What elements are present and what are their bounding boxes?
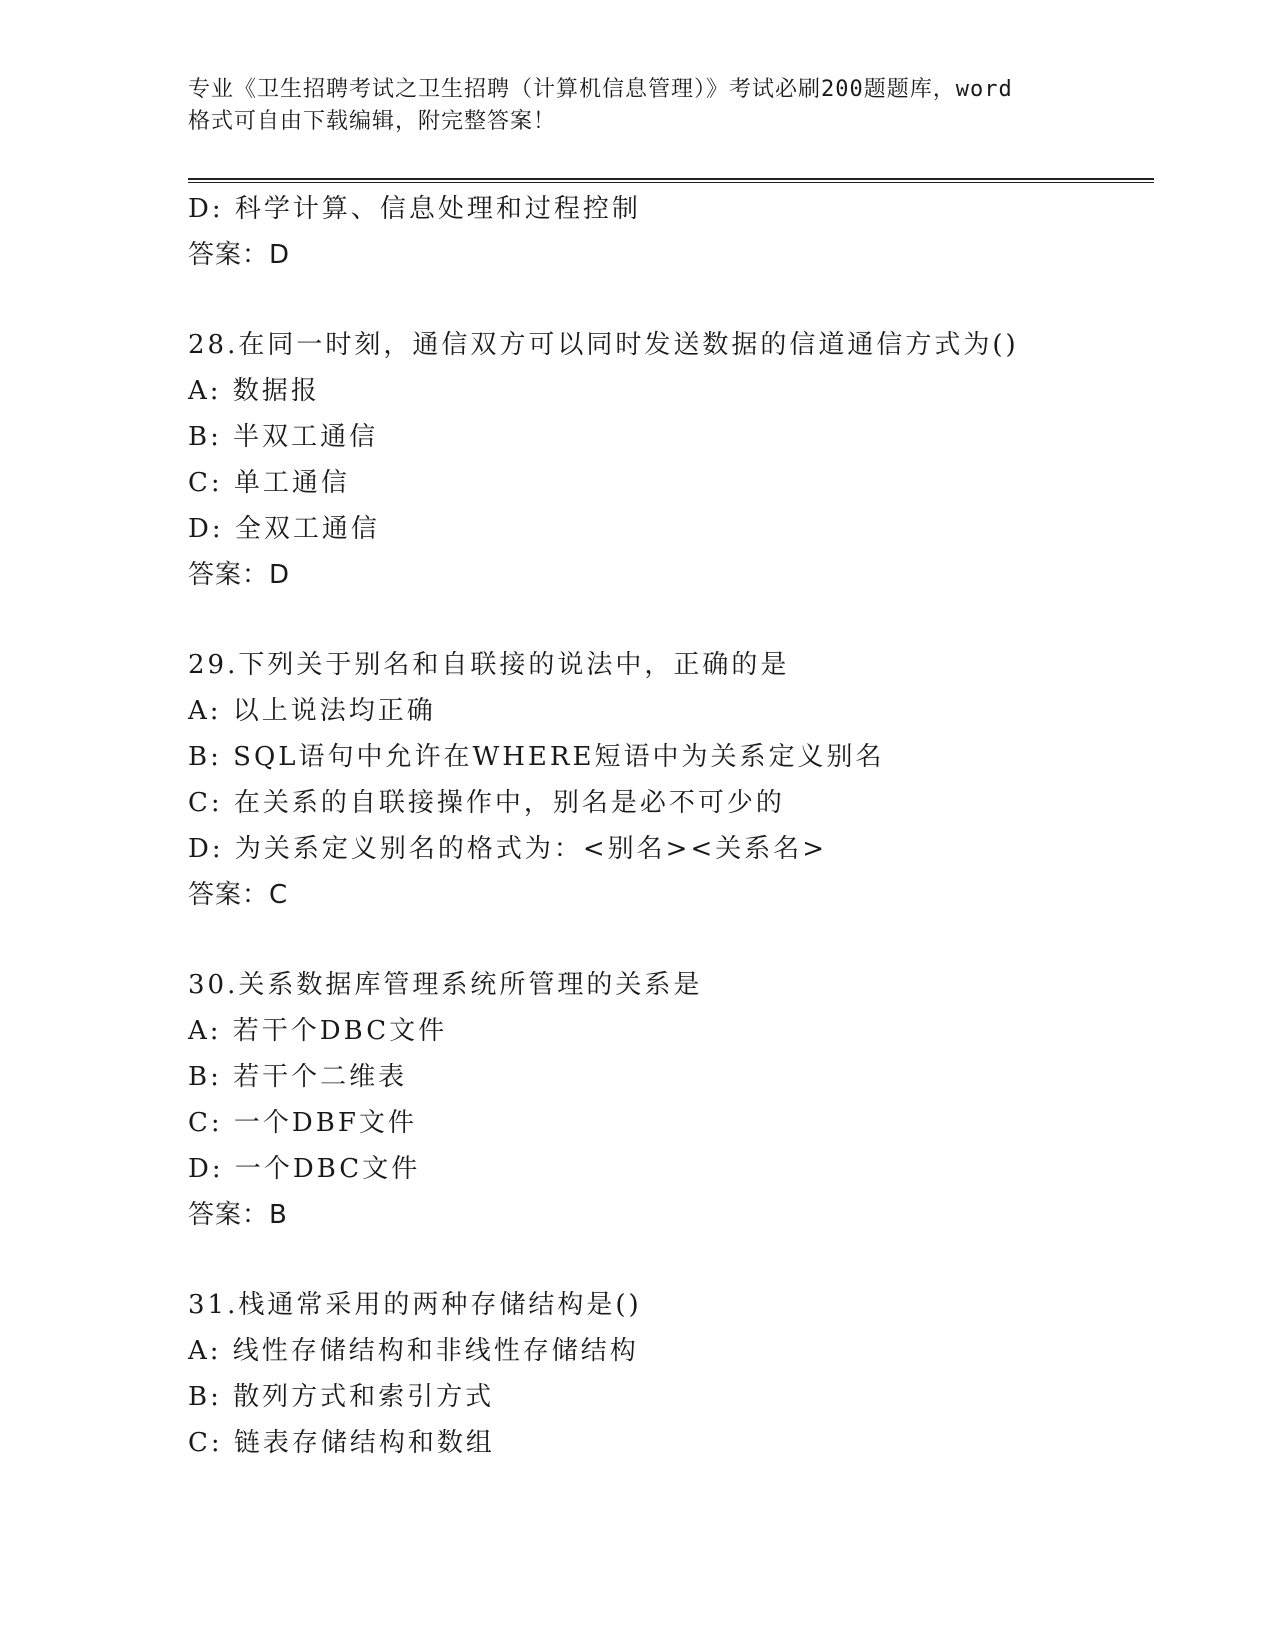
answer: 答案：B (188, 1200, 288, 1230)
header-title-line-1: 专业《卫生招聘考试之卫生招聘（计算机信息管理）》考试必刷200题题库，word (188, 77, 1013, 102)
option-c: C: 链表存储结构和数组 (188, 1428, 495, 1458)
question-list (188, 186, 1154, 1466)
header-divider (188, 178, 1154, 183)
document-header (188, 74, 1088, 138)
option-b: B: SQL语句中允许在WHERE短语中为关系定义别名 (188, 742, 885, 772)
option-a: A: 线性存储结构和非线性存储结构 (188, 1336, 639, 1366)
option-c: C: 一个DBF文件 (188, 1108, 417, 1138)
option-c: C: 在关系的自联接操作中，别名是必不可少的 (188, 788, 785, 818)
question-27-answer: 答案：D (188, 240, 291, 270)
question-stem: 30.关系数据库管理系统所管理的关系是 (188, 970, 703, 1000)
option-d: D: 一个DBC文件 (188, 1154, 421, 1184)
option-b: B: 若干个二维表 (188, 1062, 408, 1092)
question-31 (188, 1282, 1154, 1466)
question-stem: 28.在同一时刻，通信双方可以同时发送数据的信道通信方式为() (188, 330, 1019, 360)
option-a: A: 若干个DBC文件 (188, 1016, 448, 1046)
answer: 答案：C (188, 880, 289, 910)
question-27-option-d: D: 科学计算、信息处理和过程控制 (188, 194, 641, 224)
option-a: A: 数据报 (188, 376, 320, 406)
option-d: D: 为关系定义别名的格式为：<别名><关系名> (188, 834, 828, 864)
option-b: B: 半双工通信 (188, 422, 379, 452)
question-30 (188, 962, 1154, 1238)
question-29 (188, 642, 1154, 918)
question-28 (188, 322, 1154, 598)
option-c: C: 单工通信 (188, 468, 350, 498)
header-title-line-2: 格式可自由下载编辑，附完整答案！ (188, 109, 557, 134)
option-b: B: 散列方式和索引方式 (188, 1382, 495, 1412)
option-d: D: 全双工通信 (188, 514, 380, 544)
question-stem: 29.下列关于别名和自联接的说法中，正确的是 (188, 650, 790, 680)
answer: 答案：D (188, 560, 291, 590)
option-a: A: 以上说法均正确 (188, 696, 436, 726)
question-stem: 31.栈通常采用的两种存储结构是() (188, 1290, 642, 1320)
